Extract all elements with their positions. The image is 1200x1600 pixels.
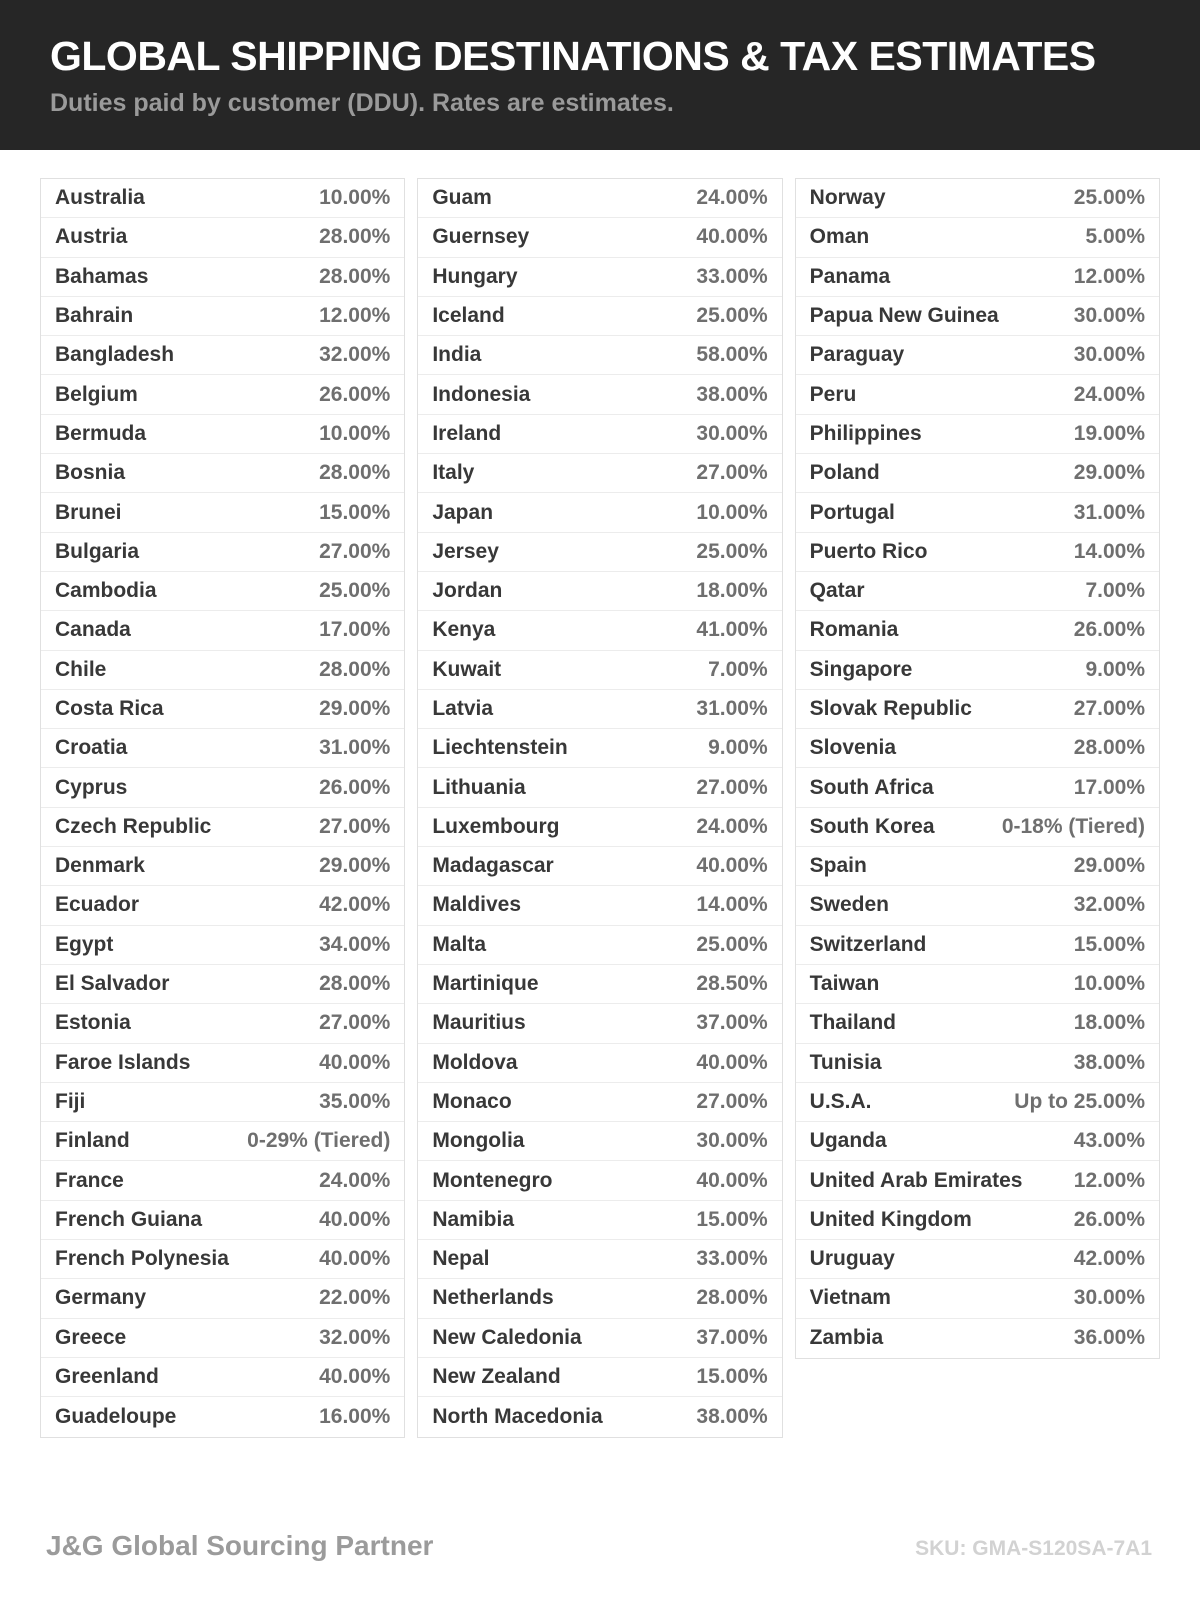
country-name: United Kingdom: [809, 1207, 972, 1231]
rates-column: [417, 178, 782, 1438]
tax-rate: 19.00%: [1073, 421, 1145, 445]
table-row: [796, 1083, 1159, 1122]
table-row: [41, 1358, 404, 1397]
table-row: [41, 886, 404, 925]
table-row: [796, 1161, 1159, 1200]
country-name: Ireland: [432, 421, 502, 445]
table-row: [41, 415, 404, 454]
country-name: Martinique: [432, 972, 539, 996]
table-row: [41, 768, 404, 807]
country-name: Greenland: [55, 1365, 159, 1389]
tax-rate: 14.00%: [1073, 539, 1145, 563]
country-name: Spain: [809, 854, 867, 878]
tax-rate: 40.00%: [696, 225, 768, 249]
tax-rate: 9.00%: [708, 736, 768, 760]
table-row: [41, 1240, 404, 1279]
country-name: Liechtenstein: [432, 736, 568, 760]
country-name: United Arab Emirates: [809, 1168, 1023, 1192]
country-name: Vietnam: [809, 1286, 891, 1310]
tax-rate: 37.00%: [696, 1325, 768, 1349]
table-row: [418, 1122, 781, 1161]
country-name: Sweden: [809, 893, 890, 917]
table-row: [796, 1319, 1159, 1358]
table-row: [418, 218, 781, 257]
country-name: Zambia: [809, 1326, 884, 1350]
tax-rate: 7.00%: [708, 657, 768, 681]
country-name: Thailand: [809, 1011, 896, 1035]
tax-rate: 35.00%: [319, 1089, 391, 1113]
tax-rate: 10.00%: [319, 186, 391, 210]
table-row: [41, 336, 404, 375]
table-row: [418, 926, 781, 965]
tax-rate: 28.00%: [319, 264, 391, 288]
country-name: Brunei: [55, 500, 122, 524]
tax-rate: 40.00%: [696, 1050, 768, 1074]
country-name: North Macedonia: [432, 1404, 603, 1428]
country-name: Guadeloupe: [55, 1404, 177, 1428]
country-name: Kuwait: [432, 657, 502, 681]
table-row: [41, 808, 404, 847]
table-row: [796, 218, 1159, 257]
country-name: Madagascar: [432, 854, 554, 878]
tax-rate: 33.00%: [696, 264, 768, 288]
country-name: Moldova: [432, 1050, 518, 1074]
country-name: Bangladesh: [55, 343, 175, 367]
table-row: [796, 847, 1159, 886]
country-name: Czech Republic: [55, 814, 212, 838]
country-name: Lithuania: [432, 775, 526, 799]
country-name: Luxembourg: [432, 814, 560, 838]
country-name: Papua New Guinea: [809, 304, 999, 328]
country-name: India: [432, 343, 482, 367]
table-row: [796, 454, 1159, 493]
table-row: [41, 1044, 404, 1083]
table-row: [796, 375, 1159, 414]
tax-rate: 28.00%: [319, 225, 391, 249]
rates-table: [40, 178, 1160, 1438]
table-row: [418, 454, 781, 493]
tax-rate: 32.00%: [319, 343, 391, 367]
country-name: Puerto Rico: [809, 539, 928, 563]
tax-rate: 38.00%: [696, 1404, 768, 1428]
country-name: Portugal: [809, 500, 895, 524]
tax-rate: 36.00%: [1073, 1326, 1145, 1350]
country-name: Bosnia: [55, 461, 126, 485]
tax-rate: 26.00%: [1073, 618, 1145, 642]
tax-rate: 24.00%: [1073, 382, 1145, 406]
tax-rate: 18.00%: [696, 579, 768, 603]
tax-rate: 24.00%: [319, 1168, 391, 1192]
table-row: [796, 1044, 1159, 1083]
tax-rate: 29.00%: [1073, 461, 1145, 485]
brand-name: J&G Global Sourcing Partner: [46, 1530, 434, 1561]
table-row: [418, 651, 781, 690]
tax-rate: 16.00%: [319, 1404, 391, 1428]
sku-label: SKU: GMA-S120SA-7A1: [915, 1537, 1152, 1560]
country-name: Kenya: [432, 618, 496, 642]
tax-rate: 40.00%: [319, 1247, 391, 1271]
tax-rate: 41.00%: [696, 618, 768, 642]
country-name: Uruguay: [809, 1247, 895, 1271]
table-row: [418, 729, 781, 768]
country-name: Fiji: [55, 1089, 86, 1113]
tax-rate: 27.00%: [319, 539, 391, 563]
table-row: [796, 690, 1159, 729]
country-name: Paraguay: [809, 343, 905, 367]
table-row: [418, 1201, 781, 1240]
country-name: Belgium: [55, 382, 138, 406]
table-row: [796, 533, 1159, 572]
tax-rate: 0-18% (Tiered): [1001, 814, 1145, 838]
tax-rate: 28.00%: [319, 461, 391, 485]
table-row: [796, 1004, 1159, 1043]
table-row: [418, 297, 781, 336]
tax-rate: 24.00%: [696, 814, 768, 838]
table-row: [796, 1122, 1159, 1161]
country-name: Tunisia: [809, 1050, 882, 1074]
tax-rate: 40.00%: [319, 1207, 391, 1231]
header-banner: [0, 0, 1200, 150]
country-name: Singapore: [809, 657, 913, 681]
table-row: [796, 179, 1159, 218]
country-name: Latvia: [432, 697, 494, 720]
tax-rate: 30.00%: [1073, 343, 1145, 367]
table-row: [41, 375, 404, 414]
country-name: Netherlands: [432, 1286, 554, 1310]
table-row: [41, 690, 404, 729]
country-name: Bahrain: [55, 304, 134, 328]
page-subtitle: Duties paid by customer (DDU). Rates are estimates.: [50, 88, 674, 117]
table-row: [418, 572, 781, 611]
country-name: Guernsey: [432, 225, 530, 249]
table-row: [41, 1319, 404, 1358]
country-name: Cyprus: [55, 775, 128, 799]
table-row: [41, 1279, 404, 1318]
country-name: Australia: [55, 186, 145, 210]
country-name: Hungary: [432, 264, 518, 288]
tax-rate: 26.00%: [319, 775, 391, 799]
tax-rate: 25.00%: [1073, 186, 1145, 210]
tax-rate: 42.00%: [319, 893, 391, 917]
table-row: [796, 768, 1159, 807]
rates-column: [795, 178, 1160, 1359]
tax-rate: 15.00%: [696, 1365, 768, 1389]
tax-rate: 12.00%: [319, 304, 391, 328]
table-row: [796, 926, 1159, 965]
table-row: [796, 1201, 1159, 1240]
table-row: [41, 179, 404, 218]
tax-rate: 31.00%: [1073, 500, 1145, 524]
country-name: Canada: [55, 618, 131, 642]
table-row: [418, 1083, 781, 1122]
table-row: [418, 533, 781, 572]
tax-rate: 24.00%: [696, 186, 768, 210]
tax-rate: 29.00%: [319, 697, 391, 720]
tax-rate: 15.00%: [1073, 932, 1145, 956]
country-name: Egypt: [55, 932, 114, 956]
country-name: Romania: [809, 618, 899, 642]
table-row: [796, 336, 1159, 375]
tax-rate: 40.00%: [319, 1050, 391, 1074]
country-name: Slovenia: [809, 736, 897, 760]
tax-rate: 29.00%: [1073, 854, 1145, 878]
country-name: France: [55, 1168, 124, 1192]
country-name: French Polynesia: [55, 1247, 229, 1271]
table-row: [41, 258, 404, 297]
tax-rate: 26.00%: [1073, 1207, 1145, 1231]
country-name: Austria: [55, 225, 128, 249]
page-title: GLOBAL SHIPPING DESTINATIONS & TAX ESTIMATES: [50, 32, 1096, 79]
table-row: [796, 1240, 1159, 1279]
tax-rate: 32.00%: [319, 1325, 391, 1349]
country-name: South Korea: [809, 814, 935, 838]
table-row: [41, 1004, 404, 1043]
country-name: South Africa: [809, 775, 934, 799]
tax-rate: 40.00%: [696, 1168, 768, 1192]
tax-rate: 25.00%: [696, 304, 768, 328]
table-row: [41, 533, 404, 572]
tax-rate: 17.00%: [319, 618, 391, 642]
country-name: Croatia: [55, 736, 128, 760]
table-row: [418, 1397, 781, 1436]
country-name: Denmark: [55, 854, 145, 878]
country-name: Peru: [809, 382, 857, 406]
table-row: [418, 375, 781, 414]
tax-rate: 27.00%: [696, 775, 768, 799]
tax-rate: 26.00%: [319, 382, 391, 406]
table-row: [41, 729, 404, 768]
country-name: French Guiana: [55, 1207, 203, 1231]
table-row: [796, 611, 1159, 650]
table-row: [41, 297, 404, 336]
table-row: [796, 258, 1159, 297]
table-row: [796, 886, 1159, 925]
tax-rate: 14.00%: [696, 893, 768, 917]
table-row: [796, 415, 1159, 454]
tax-rate: 28.00%: [1073, 736, 1145, 760]
country-name: Bulgaria: [55, 539, 140, 563]
table-row: [418, 768, 781, 807]
table-row: [41, 651, 404, 690]
tax-rate: 10.00%: [319, 421, 391, 445]
tax-rate: 28.50%: [696, 972, 768, 996]
country-name: Japan: [432, 500, 494, 524]
country-name: Chile: [55, 657, 107, 681]
table-row: [41, 1397, 404, 1436]
country-name: El Salvador: [55, 972, 170, 996]
tax-rate: 25.00%: [319, 579, 391, 603]
tax-rate: 42.00%: [1073, 1247, 1145, 1271]
tax-rate: 9.00%: [1085, 657, 1145, 681]
tax-rate: 43.00%: [1073, 1129, 1145, 1153]
country-name: Bermuda: [55, 421, 147, 445]
country-name: Cambodia: [55, 579, 157, 603]
tax-rate: Up to 25.00%: [1014, 1089, 1145, 1113]
country-name: Panama: [809, 264, 891, 288]
tax-rate: 40.00%: [319, 1365, 391, 1389]
table-row: [41, 847, 404, 886]
tax-rate: 27.00%: [696, 461, 768, 485]
tax-rate: 0-29% (Tiered): [247, 1129, 391, 1153]
tax-rate: 33.00%: [696, 1247, 768, 1271]
table-row: [41, 926, 404, 965]
tax-rate: 18.00%: [1073, 1011, 1145, 1035]
country-name: Jersey: [432, 539, 499, 563]
country-name: Indonesia: [432, 382, 531, 406]
table-row: [41, 218, 404, 257]
tax-rate: 15.00%: [696, 1207, 768, 1231]
country-name: Germany: [55, 1286, 147, 1310]
table-row: [418, 179, 781, 218]
tax-rate: 38.00%: [1073, 1050, 1145, 1074]
tax-rate: 27.00%: [1073, 697, 1145, 720]
tax-rate: 38.00%: [696, 382, 768, 406]
table-row: [418, 415, 781, 454]
table-row: [796, 808, 1159, 847]
country-name: Qatar: [809, 579, 865, 603]
tax-rate: 32.00%: [1073, 893, 1145, 917]
country-name: New Zealand: [432, 1365, 561, 1389]
tax-rate: 12.00%: [1073, 264, 1145, 288]
tax-rate: 25.00%: [696, 539, 768, 563]
tax-rate: 28.00%: [319, 657, 391, 681]
table-row: [418, 336, 781, 375]
tax-rate: 10.00%: [696, 500, 768, 524]
country-name: Taiwan: [809, 972, 880, 996]
table-row: [418, 965, 781, 1004]
table-row: [796, 572, 1159, 611]
table-row: [796, 965, 1159, 1004]
tax-rate: 22.00%: [319, 1286, 391, 1310]
tax-rate: 17.00%: [1073, 775, 1145, 799]
country-name: Montenegro: [432, 1168, 553, 1192]
table-row: [418, 690, 781, 729]
country-name: Finland: [55, 1129, 130, 1153]
table-row: [418, 1319, 781, 1358]
country-name: Mauritius: [432, 1011, 526, 1035]
country-name: Maldives: [432, 893, 522, 917]
table-row: [41, 1201, 404, 1240]
table-row: [418, 1240, 781, 1279]
table-row: [418, 886, 781, 925]
tax-rate: 10.00%: [1073, 972, 1145, 996]
tax-rate: 27.00%: [696, 1089, 768, 1113]
tax-rate: 34.00%: [319, 932, 391, 956]
country-name: Faroe Islands: [55, 1050, 191, 1074]
table-row: [418, 611, 781, 650]
table-row: [796, 493, 1159, 532]
table-row: [796, 729, 1159, 768]
table-row: [418, 1279, 781, 1318]
table-row: [796, 297, 1159, 336]
country-name: Iceland: [432, 304, 505, 328]
table-row: [418, 1004, 781, 1043]
tax-rate: 25.00%: [696, 932, 768, 956]
table-row: [418, 493, 781, 532]
tax-rate: 5.00%: [1085, 225, 1145, 249]
table-row: [418, 847, 781, 886]
table-row: [418, 1161, 781, 1200]
country-name: Norway: [809, 186, 886, 210]
table-row: [796, 651, 1159, 690]
tax-rate: 7.00%: [1085, 579, 1145, 603]
country-name: Namibia: [432, 1207, 515, 1231]
country-name: Poland: [809, 461, 880, 485]
country-name: Guam: [432, 186, 492, 210]
tax-rate: 30.00%: [1073, 1286, 1145, 1310]
tax-rate: 28.00%: [696, 1286, 768, 1310]
country-name: U.S.A.: [809, 1089, 872, 1113]
country-name: Estonia: [55, 1011, 131, 1035]
tax-rate: 31.00%: [319, 736, 391, 760]
tax-rate: 30.00%: [696, 1129, 768, 1153]
footer: [46, 1530, 1152, 1562]
tax-rate: 58.00%: [696, 343, 768, 367]
country-name: Malta: [432, 932, 487, 956]
table-row: [41, 611, 404, 650]
country-name: Ecuador: [55, 893, 140, 917]
table-row: [796, 1279, 1159, 1318]
tax-rate: 31.00%: [696, 697, 768, 720]
country-name: Nepal: [432, 1247, 490, 1271]
country-name: Jordan: [432, 579, 503, 603]
table-row: [41, 1161, 404, 1200]
tax-rate: 28.00%: [319, 972, 391, 996]
country-name: Oman: [809, 225, 870, 249]
country-name: Uganda: [809, 1129, 887, 1153]
country-name: Switzerland: [809, 932, 927, 956]
country-name: Philippines: [809, 421, 922, 445]
table-row: [41, 1083, 404, 1122]
country-name: Mongolia: [432, 1129, 525, 1153]
tax-rate: 12.00%: [1073, 1168, 1145, 1192]
table-row: [418, 1358, 781, 1397]
table-row: [41, 454, 404, 493]
country-name: Greece: [55, 1325, 127, 1349]
table-row: [41, 1122, 404, 1161]
table-row: [41, 965, 404, 1004]
tax-rate: 30.00%: [1073, 304, 1145, 328]
table-row: [418, 1044, 781, 1083]
table-row: [41, 493, 404, 532]
country-name: Slovak Republic: [809, 697, 972, 720]
country-name: New Caledonia: [432, 1325, 582, 1349]
country-name: Costa Rica: [55, 697, 164, 720]
tax-rate: 40.00%: [696, 854, 768, 878]
table-row: [418, 258, 781, 297]
country-name: Bahamas: [55, 264, 149, 288]
table-row: [41, 572, 404, 611]
tax-rate: 30.00%: [696, 421, 768, 445]
tax-rate: 29.00%: [319, 854, 391, 878]
table-row: [418, 808, 781, 847]
tax-rate: 27.00%: [319, 814, 391, 838]
country-name: Monaco: [432, 1089, 512, 1113]
country-name: Italy: [432, 461, 475, 485]
tax-rate: 37.00%: [696, 1011, 768, 1035]
tax-rate: 27.00%: [319, 1011, 391, 1035]
rates-column: [40, 178, 405, 1438]
tax-rate: 15.00%: [319, 500, 391, 524]
